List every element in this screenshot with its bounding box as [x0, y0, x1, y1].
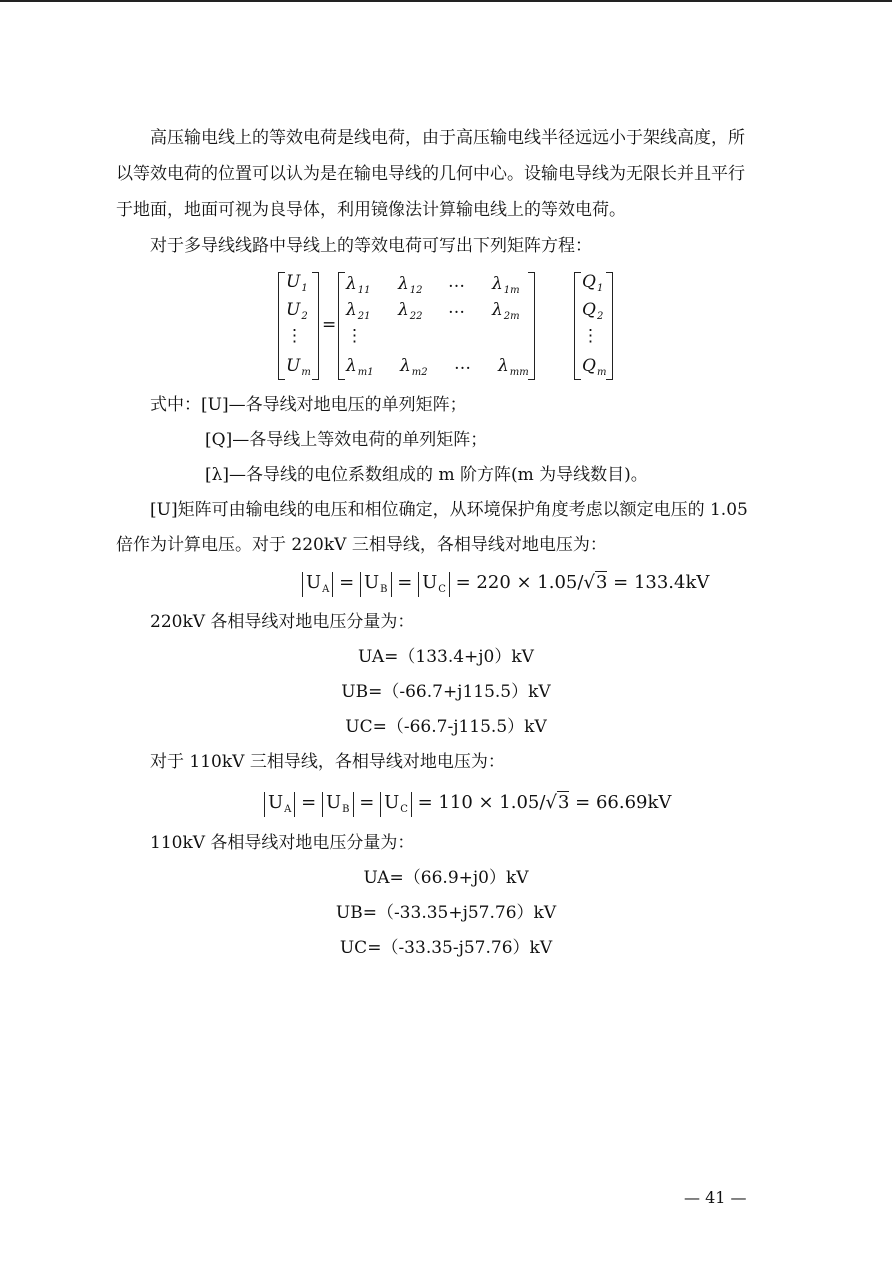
abs-uc: $U_C$ [418, 572, 450, 597]
paragraph-1-line-2: 以等效电荷的位置可以认为是在输电导线的几何中心。设输电导线为无限长并且平行 [116, 164, 745, 184]
lambda-m1: $\lambda_{m1}$ [346, 356, 374, 378]
paragraph-3-line-1: [U]矩阵可由输电线的电压和相位确定，从环境保护角度考虑以额定电压的 1.05 [150, 500, 748, 520]
q-bracket-left [574, 272, 581, 380]
paragraph-4: 220kV 各相导线对地电压分量为： [150, 612, 415, 632]
lambda-m2: $\lambda_{m2}$ [400, 356, 428, 378]
q-entry-2: $Q_2$ [582, 300, 604, 322]
formula-220kv: $U_A = U_B = U_C = 220 \times 1.05/√3 = 133.4kV$ [302, 572, 709, 597]
component-110-ub: UB=（-33.35+j57.76）kV [335, 903, 557, 923]
page-top-rule [0, 0, 892, 2]
lambda-vertical-dots: ⋮ [346, 326, 363, 346]
component-220-ua: UA=（133.4+j0）kV [358, 647, 534, 667]
q-bracket-right [606, 272, 613, 380]
lambda-11: $\lambda_{11}$ [346, 274, 371, 296]
formula-110kv: $U_A = U_B = U_C = 110 \times 1.05/√3 = 66.69kV$ [264, 792, 671, 817]
u-bracket-left [278, 272, 285, 380]
lambda-bracket-left [338, 272, 345, 380]
matrix-equation [270, 268, 630, 382]
component-110-ua: UA=（66.9+j0）kV [363, 868, 529, 888]
paragraph-6: 110kV 各相导线对地电压分量为： [150, 833, 415, 853]
definition-q: [Q]—各导线上等效电荷的单列矩阵； [205, 430, 488, 450]
u-entry-m: $U_m$ [286, 356, 311, 378]
lambda-bracket-right [528, 272, 535, 380]
lambda-22: $\lambda_{22}$ [398, 300, 423, 322]
component-220-uc: UC=（-66.7-j115.5）kV [345, 717, 547, 737]
definition-lambda: [λ]—各导线的电位系数组成的 m 阶方阵(m 为导线数目)。 [205, 465, 648, 485]
abs-ua: $U_A$ [302, 572, 333, 597]
paragraph-1-line-3: 于地面，地面可视为良导体，利用镜像法计算输电线上的等效电荷。 [116, 200, 626, 220]
u-entry-2: $U_2$ [286, 300, 308, 322]
abs-ub: $U_B$ [360, 572, 392, 597]
lambda-mm: $\lambda_{mm}$ [498, 356, 529, 378]
lambda-row-m-ellipsis: … [454, 354, 471, 374]
q-entry-dots: ⋮ [582, 326, 599, 346]
paragraph-1-line-1: 高压输电线上的等效电荷是线电荷，由于高压输电线半径远远小于架线高度，所 [150, 128, 745, 148]
lambda-21: $\lambda_{21}$ [346, 300, 371, 322]
paragraph-3-line-2: 倍作为计算电压。对于 220kV 三相导线，各相导线对地电压为： [116, 535, 607, 555]
paragraph-2: 对于多导线线路中导线上的等效电荷可写出下列矩阵方程： [150, 236, 592, 256]
lambda-2m: $\lambda_{2m}$ [492, 300, 520, 322]
lambda-1m: $\lambda_{1m}$ [492, 274, 520, 296]
paragraph-5: 对于 110kV 三相导线，各相导线对地电压为： [150, 752, 505, 772]
u-entry-dots: ⋮ [286, 326, 303, 346]
abs-ub-110: $U_B$ [322, 792, 354, 817]
component-220-ub: UB=（-66.7+j115.5）kV [341, 682, 551, 702]
lambda-row2-ellipsis: … [448, 298, 465, 318]
abs-uc-110: $U_C$ [380, 792, 412, 817]
matrix-equals-sign: = [322, 315, 337, 335]
definition-u: 式中：[U]—各导线对地电压的单列矩阵； [150, 395, 467, 415]
lambda-row1-ellipsis: … [448, 272, 465, 292]
q-entry-m: $Q_m$ [582, 356, 607, 378]
component-110-uc: UC=（-33.35-j57.76）kV [339, 938, 553, 958]
u-entry-1: $U_1$ [286, 272, 308, 294]
q-entry-1: $Q_1$ [582, 272, 604, 294]
page-number: — 41 — [684, 1188, 747, 1207]
abs-ua-110: $U_A$ [264, 792, 295, 817]
u-bracket-right [312, 272, 319, 380]
lambda-12: $\lambda_{12}$ [398, 274, 423, 296]
